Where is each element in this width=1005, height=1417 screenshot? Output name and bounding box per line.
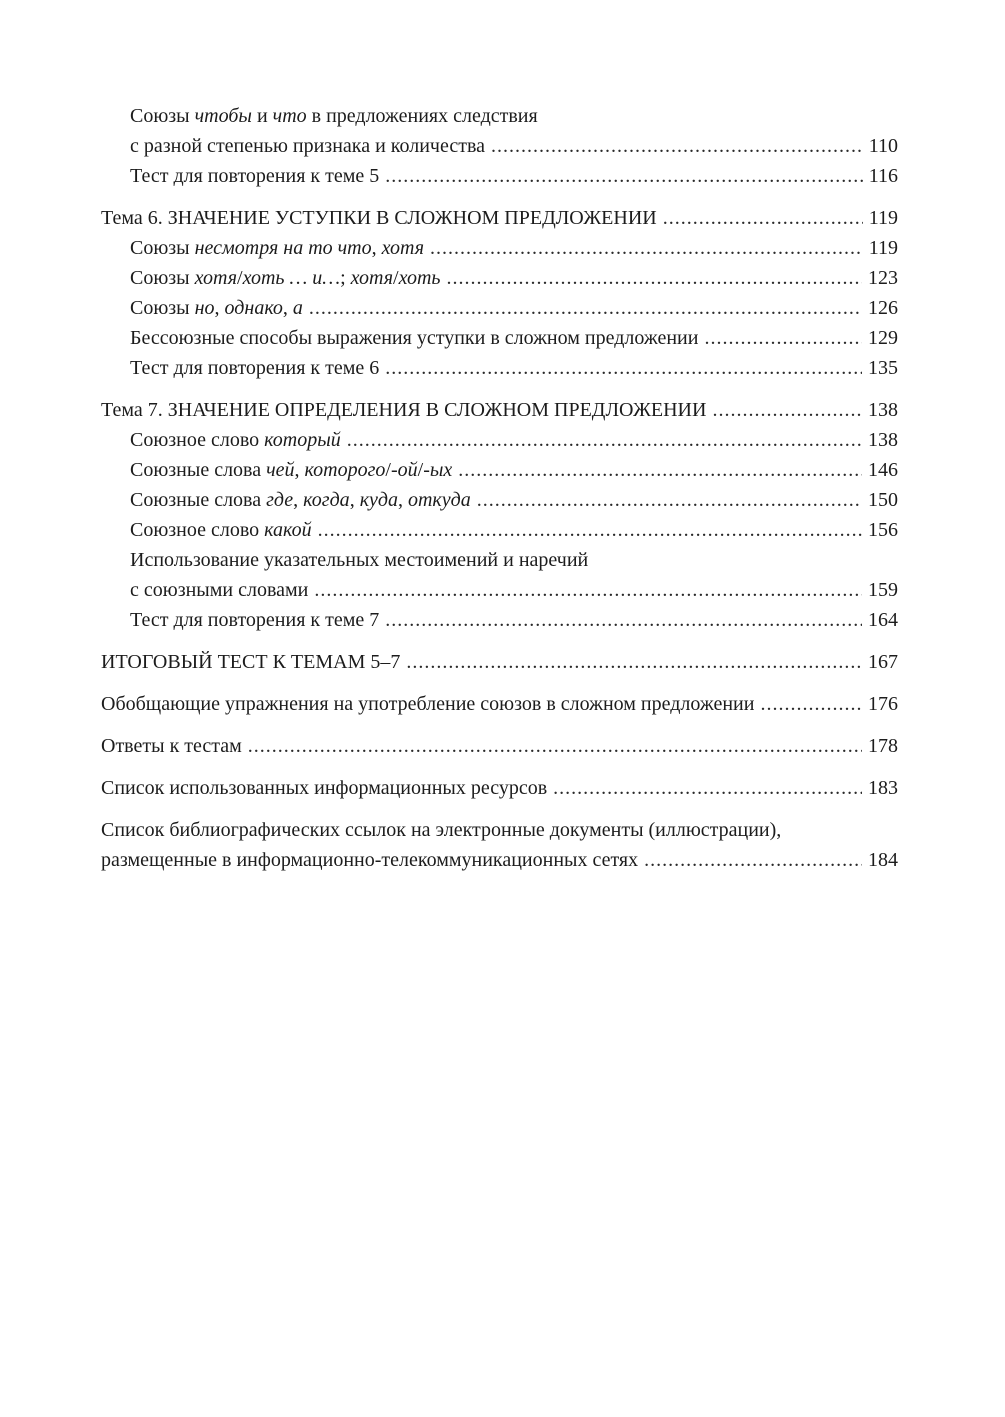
toc-section-heading[interactable] — [101, 815, 898, 875]
toc-entry[interactable] — [101, 485, 898, 515]
toc-italic-text: -ой — [390, 459, 418, 481]
toc-entry-title: Обобщающие упражнения на употребление союзов в сложном предложении — [101, 693, 755, 715]
toc-italic-text: несмотря на то что — [194, 237, 372, 259]
toc-entry-title: Тест для повторения к теме 5 — [130, 165, 380, 187]
toc-italic-text: какой — [264, 519, 312, 541]
toc-italic-text: хотя — [350, 267, 393, 289]
toc-entry-title: Список использованных информационных ресурсов — [101, 777, 548, 799]
page-number: 138 — [868, 399, 898, 421]
page-number: 126 — [868, 297, 898, 319]
toc-italic-text: хотя — [194, 267, 237, 289]
toc-italic-text: которого — [304, 459, 386, 481]
page-number: 178 — [868, 735, 898, 757]
leader-dots — [663, 203, 863, 233]
page-number: 119 — [868, 237, 898, 259]
page-number: 129 — [868, 327, 898, 349]
toc-entry-title: Тема 6. ЗНАЧЕНИЕ УСТУПКИ В СЛОЖНОМ ПРЕДЛОЖЕНИИ — [101, 207, 657, 229]
toc-italic-text: что — [272, 105, 307, 127]
toc-entry-title: Ответы к тестам — [101, 735, 242, 757]
toc-entry[interactable] — [101, 545, 898, 605]
toc-text: , — [214, 297, 225, 319]
page-number: 150 — [868, 489, 898, 511]
toc-entry-title: Тема 7. ЗНАЧЕНИЕ ОПРЕДЕЛЕНИЯ В СЛОЖНОМ ПРЕДЛОЖЕНИИ — [101, 399, 707, 421]
toc-entry[interactable] — [101, 161, 898, 191]
toc-italic-text: где — [266, 489, 294, 511]
toc-section-heading[interactable] — [101, 773, 898, 803]
page-number: 119 — [868, 207, 898, 229]
toc-text: Союзы — [130, 297, 195, 319]
page-number: 167 — [868, 651, 898, 673]
toc-italic-text: куда — [359, 489, 398, 511]
toc-entry-title-line-1: Использование указательных местоимений и наречий — [130, 549, 589, 571]
page-number: 123 — [868, 267, 898, 289]
toc-italic-text: хоть — [398, 267, 441, 289]
leader-dots — [318, 515, 862, 545]
toc-italic-text: но — [194, 297, 215, 319]
toc-italic-text: чей — [266, 459, 295, 481]
toc-entry-title: Бессоюзные способы выражения уступки в сложном предложении — [130, 327, 699, 349]
toc-entry-title — [130, 233, 424, 263]
toc-text: / — [393, 267, 399, 289]
leader-dots — [458, 455, 862, 485]
page-number: 146 — [868, 459, 898, 481]
leader-dots — [385, 161, 862, 191]
toc-entry[interactable] — [101, 101, 898, 161]
leader-dots — [712, 395, 862, 425]
toc-text: / — [417, 459, 424, 481]
toc-section-heading[interactable] — [101, 203, 898, 233]
leader-dots — [760, 689, 862, 719]
toc-text: , — [349, 489, 360, 511]
page-number: 184 — [868, 849, 898, 871]
toc-text: Союзные слова — [130, 459, 267, 481]
toc-entry[interactable] — [101, 515, 898, 545]
toc-entry[interactable] — [101, 323, 898, 353]
leader-dots — [385, 353, 862, 383]
toc-entry-title: Тест для повторения к теме 6 — [130, 357, 380, 379]
toc-text: Союзное слово — [130, 519, 265, 541]
toc-text: , — [397, 489, 408, 511]
toc-section-heading[interactable] — [101, 395, 898, 425]
toc-entry-title — [130, 515, 312, 545]
toc-text: / — [237, 267, 243, 289]
toc-text: Союзы — [130, 237, 195, 259]
toc-italic-text: хотя — [381, 237, 425, 259]
leader-dots — [491, 131, 863, 161]
leader-dots — [553, 773, 862, 803]
page-number: 156 — [868, 519, 898, 541]
toc-entry-title — [130, 293, 303, 323]
toc-entry-title-line-2: с разной степенью признака и количества — [130, 135, 486, 157]
toc-entry-title: ИТОГОВЫЙ ТЕСТ К ТЕМАМ 5–7 — [101, 651, 401, 673]
toc-text: Союзное слово — [130, 429, 265, 451]
toc-italic-text: однако — [224, 297, 283, 319]
leader-dots — [385, 605, 862, 635]
page-number: 116 — [868, 165, 898, 187]
toc-section-heading[interactable] — [101, 731, 898, 761]
toc-italic-text: чтобы — [194, 105, 252, 127]
leader-dots — [704, 323, 862, 353]
toc-entry[interactable] — [101, 293, 898, 323]
leader-dots — [248, 731, 862, 761]
toc-entry-title — [130, 485, 471, 515]
leader-dots — [644, 845, 862, 875]
toc-text: Союзы — [130, 105, 195, 127]
toc-italic-text: откуда — [407, 489, 471, 511]
toc-entry[interactable] — [101, 263, 898, 293]
page-number: 159 — [868, 579, 898, 601]
toc-text: ; — [340, 267, 351, 289]
toc-italic-text: а — [292, 297, 303, 319]
leader-dots — [347, 425, 862, 455]
toc-text: в предложениях следствия — [306, 105, 538, 127]
toc-italic-text: хоть … и… — [242, 267, 341, 289]
toc-text: / — [385, 459, 391, 481]
toc-entry[interactable] — [101, 605, 898, 635]
page-number: 135 — [868, 357, 898, 379]
toc-entry-title — [130, 263, 441, 293]
page-number: 183 — [868, 777, 898, 799]
toc-entry-title — [130, 425, 341, 455]
toc-text: , — [371, 237, 382, 259]
toc-text: Союзные слова — [130, 489, 267, 511]
toc-italic-text: когда — [303, 489, 350, 511]
toc-entry-title-line-1 — [130, 101, 898, 131]
toc-italic-text: -ых — [423, 459, 453, 481]
toc-entry[interactable] — [101, 455, 898, 485]
toc-entry[interactable] — [101, 353, 898, 383]
leader-dots — [406, 647, 862, 677]
toc-entry-title-line-2: размещенные в информационно-телекоммуникационных сетях — [101, 849, 639, 871]
toc-section-heading[interactable] — [101, 647, 898, 677]
leader-dots — [447, 263, 863, 293]
table-of-contents — [101, 101, 898, 875]
toc-text: Союзы — [130, 267, 195, 289]
toc-entry[interactable] — [101, 425, 898, 455]
toc-text: и — [251, 105, 273, 127]
toc-italic-text: который — [264, 429, 341, 451]
toc-text: , — [293, 489, 304, 511]
toc-entry[interactable] — [101, 233, 898, 263]
leader-dots — [314, 575, 862, 605]
toc-entry-title-line-1: Список библиографических ссылок на электронные документы (иллюстрации), — [101, 819, 782, 841]
toc-entry-title — [130, 455, 452, 485]
leader-dots — [309, 293, 862, 323]
toc-entry-title-line-2: с союзными словами — [130, 579, 309, 601]
page-number: 176 — [868, 693, 898, 715]
page-number: 110 — [868, 135, 898, 157]
toc-text: , — [294, 459, 305, 481]
toc-text: , — [282, 297, 293, 319]
leader-dots — [477, 485, 862, 515]
toc-entry-title: Тест для повторения к теме 7 — [130, 609, 380, 631]
page-number: 164 — [868, 609, 898, 631]
toc-section-heading[interactable] — [101, 689, 898, 719]
leader-dots — [430, 233, 863, 263]
page-number: 138 — [868, 429, 898, 451]
